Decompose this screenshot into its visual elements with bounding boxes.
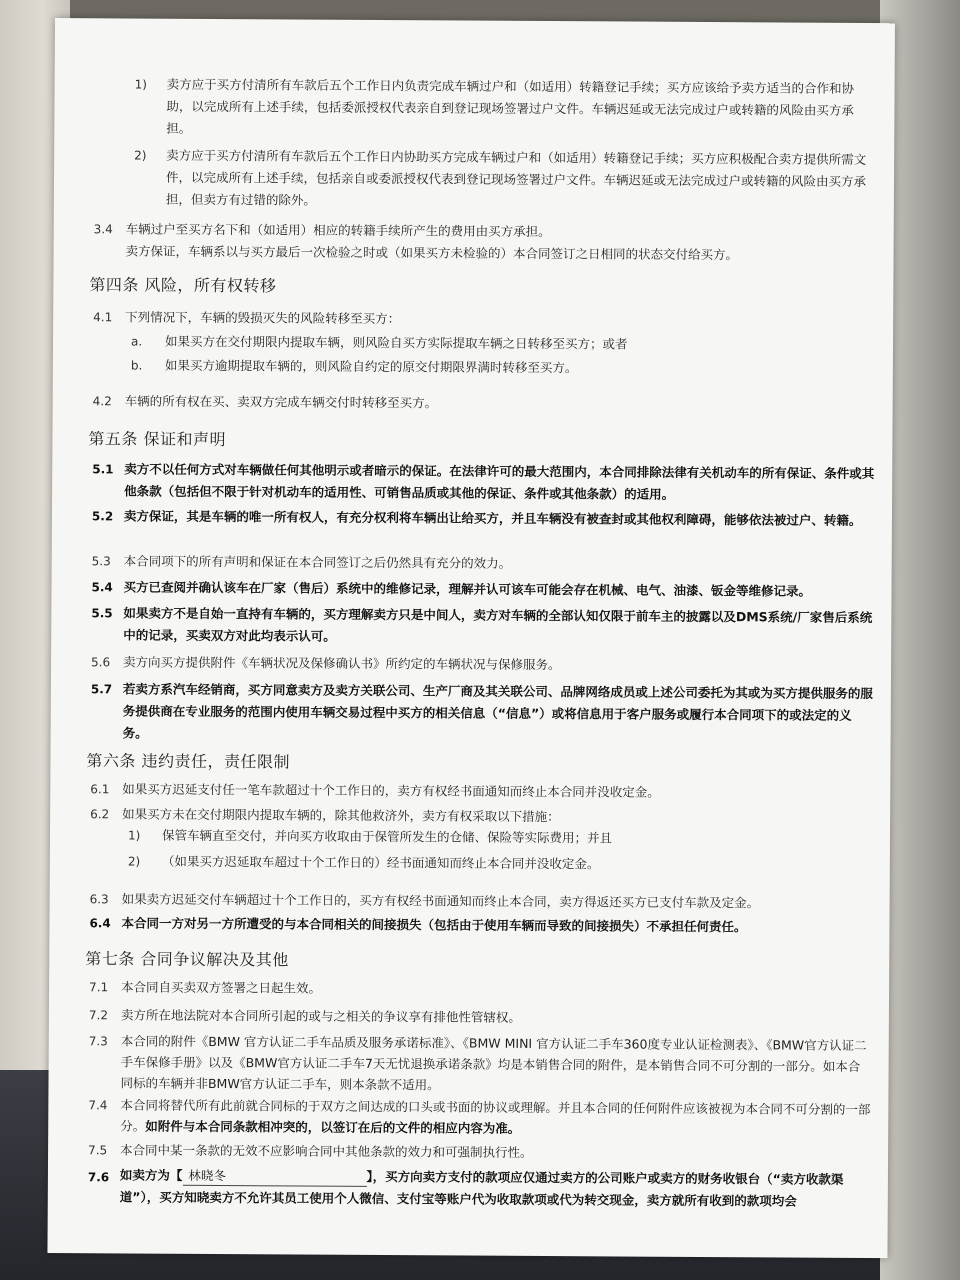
clause-number: 6.4 [89, 916, 111, 931]
item-number: 2) [134, 148, 147, 163]
item-number: 1) [134, 77, 147, 92]
clause-text: 本合同一方对另一方所遭受的与本合同相关的间接损失（包括由于使用车辆而导致的间接损失）不承担任何责任。 [121, 915, 747, 935]
clause-text: 本合同项下的所有声明和保证在本合同签订之后仍然具有充分的效力。 [123, 553, 512, 571]
clause-text: 如果卖方不是自始一直持有车辆的，买方理解卖方只是中间人，卖方对车辆的全部认知仅限于前车主的披露以及DMS系统/厂家售后系统中的记录，买卖双方对此均表示认可。 [123, 605, 873, 644]
item-number: b. [130, 358, 143, 373]
section-heading: 第六条 违约责任，责任限制 [86, 751, 291, 772]
section-heading: 第七条 合同争议解决及其他 [85, 949, 289, 970]
clause-number: 5.7 [90, 682, 113, 697]
clause-text-lead: 如卖方为【 [119, 1167, 183, 1183]
clause-text: 本合同中某一条款的无效不应影响合同中其他条款的效力和可强制执行性。 [120, 1142, 533, 1160]
clause-text [120, 1094, 872, 1141]
clause-text: 保管车辆直至交付，并向买方收取由于保管所发生的仓储、保险等实际费用；并且 [161, 827, 613, 846]
clause-number: 7.6 [87, 1170, 110, 1185]
clause-text: 如果买方在交付期限内提取车辆，则风险自买方实际提取车辆之日转移至买方；或者 [164, 333, 628, 352]
clause-text: 卖方向买方提供附件《车辆状况及保修确认书》所约定的车辆状况与保修服务。 [123, 654, 561, 673]
item-number: a. [130, 334, 143, 349]
clause-number: 5.1 [92, 462, 114, 477]
section-heading: 第五条 保证和声明 [88, 429, 227, 450]
clause-number: 7.4 [88, 1098, 108, 1113]
clause-number: 5.6 [91, 655, 111, 670]
item-number: 1) [127, 828, 141, 843]
clause-text-rest: 】，买方向卖方支付的款项应仅通过卖方的公司账户或卖方的财务收银台（“卖方收款渠道”），买方知晓卖方不允许其员工使用个人微信、支付宝等账户代为收取款项或代为转交现金，卖方就所有收到的款项均会 [119, 1168, 844, 1209]
clause-text: 卖方应于买方付清所有车款后五个工作日内负责完成车辆过户和（如适用）转籍登记手续；买方应该给予卖方适当的合作和协助，以完成所有上述手续，包括委派授权代表亲自到登记现场签署过户文件。车辆迟延或无法完成过户或转籍的风险由买方承担。 [166, 76, 855, 136]
clause-text: 卖方不以任何方式对车辆做任何其他明示或者暗示的保证。在法律许可的最大范围内，本合同排除法律有关机动车的所有保证、条件或其他条款（包括但不限于针对机动车的适用性、可销售品质或其他的保证、条件或其他条款）的适用。 [124, 461, 875, 502]
clause-text: 如果买方逾期提取车辆的，则风险自约定的原交付期限界满时转移至买方。 [164, 357, 578, 376]
clause-text: 卖方应于买方付清所有车款后五个工作日内协助买方完成车辆过户和（如适用）转籍登记手续；买方应积极配合卖方提供所需文件，以完成所有上述手续，包括亲自或委派授权代表到登记现场签署过户文件。车辆迟延或无法完成过户或转籍的风险由买方承担，但卖方有过错的除外。 [165, 147, 867, 208]
clause-text-regular: 本合同将替代所有此前就合同标的于双方之间达成的口头或书面的协议或理解。并且本合同的任何附件应该被视为本合同不可分割的一部分。 [120, 1097, 871, 1134]
clause-number: 5.5 [91, 606, 113, 621]
clause-text: 卖方所在地法院对本合同所引起的或与之相关的争议享有排他性管辖权。 [120, 1007, 521, 1025]
clause-text: 本合同自买卖双方签署之日起生效。 [121, 979, 322, 996]
clause-number: 4.2 [92, 394, 112, 409]
clause-number: 4.1 [93, 310, 113, 325]
clause-number: 7.1 [89, 980, 109, 995]
clause-text: 下列情况下，车辆的毁损灭失的风险转移至买方： [125, 309, 401, 327]
clause-text: 买方已查阅并确认该车在厂家（售后）系统中的维修记录，理解并认可该车可能会存在机械、电气、油漆、钣金等维修记录。 [123, 579, 812, 599]
clause-number: 3.4 [93, 222, 113, 237]
clause-number: 6.3 [89, 892, 109, 907]
clause-text: 车辆的所有权在买、卖双方完成车辆交付时转移至买方。 [124, 393, 438, 411]
clause-number: 5.2 [91, 509, 114, 524]
clause-text: 如果买方未在交付期限内提取车辆的，除其他救济外，卖方有权采取以下措施： [122, 806, 560, 825]
clause-text: 如果买方迟延支付任一笔车款超过十个工作日的，卖方有权经书面通知而终止本合同并没收定金。 [122, 781, 660, 800]
clause-number: 7.3 [88, 1034, 108, 1049]
clause-text: 卖方保证，车辆系以与买方最后一次检验之时或（如果买方未检验的）本合同签订之日相同的状态交付给买方。 [125, 243, 739, 263]
clause-text: （如果买方迟延取车超过十个工作日的）经书面通知而终止本合同并没收定金。 [161, 853, 600, 872]
clause-text: 车辆过户至买方名下和（如适用）相应的转籍手续所产生的费用由买方承担。 [125, 221, 551, 240]
clause-text [120, 1164, 872, 1213]
item-number: 2) [127, 854, 141, 869]
clause-number: 6.2 [90, 807, 110, 822]
seller-name-field: 林晓冬 [182, 1167, 366, 1187]
clause-text: 如果卖方迟延交付车辆超过十个工作日的，买方有权经书面通知而终止本合同，卖方得返还买方已支付车款及定金。 [121, 891, 760, 911]
contract-page [47, 18, 895, 1258]
clause-text: 本合同的附件《BMW 官方认证二手车品质及服务承诺标准》、《BMW MINI 官方认证二手车360度专业认证检测表》、《BMW官方认证二手车保修手册》以及《BMW官方认证二手车7天无忧退换承诺条款》均是本销售合同的附件，是本销售合同不可分割的一部分。如本合同标的车辆并非BMW官方认证二手车，则本条款不适用。 [120, 1033, 867, 1093]
clause-number: 7.2 [88, 1008, 109, 1023]
clause-number: 5.4 [91, 580, 113, 595]
clause-number: 7.5 [88, 1143, 108, 1158]
clause-number: 5.3 [91, 554, 111, 569]
section-heading: 第四条 风险，所有权转移 [89, 275, 277, 296]
clause-text-bold: 如附件与本合同条款相冲突的，以签订在后的文件的相应内容为准。 [145, 1118, 521, 1136]
clause-text: 卖方保证，其是车辆的唯一所有权人，有充分权利将车辆出让给买方，并且车辆没有被查封或其他权利障碍，能够依法被过户、转籍。 [123, 508, 862, 528]
clause-number: 6.1 [90, 782, 110, 797]
clause-text: 若卖方系汽车经销商，买方同意卖方及卖方关联公司、生产厂商及其关联公司、品牌网络成员或上述公司委托为其或为买方提供服务的服务提供商在专业服务的范围内使用车辆交易过程中买方的相关信息（“信息”）或将信息用于客户服务或履行本合同项下的或法定的义务。 [122, 681, 873, 741]
